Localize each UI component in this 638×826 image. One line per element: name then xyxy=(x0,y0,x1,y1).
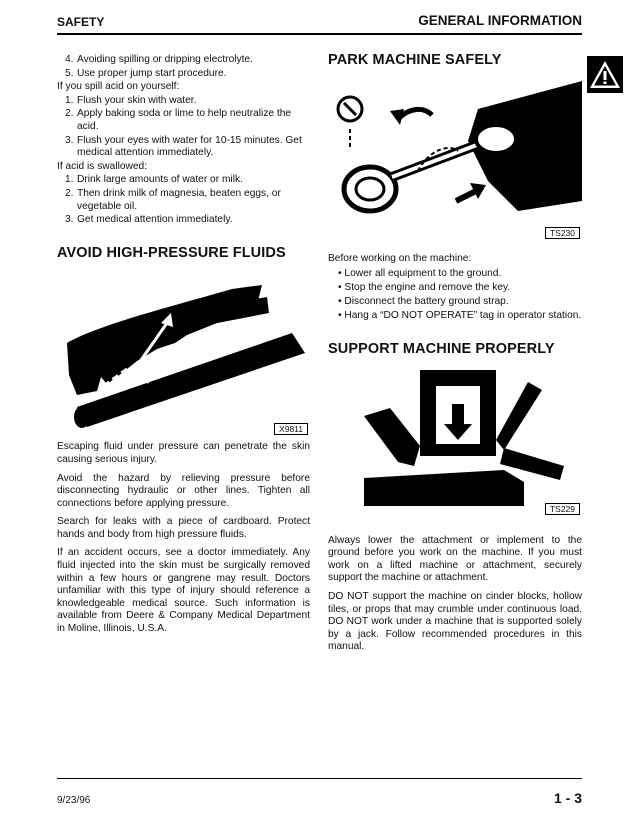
paragraph: Always lower the attachment or implement to the ground before you work on the machine. If you must work on a lifted machine or attachment, securely support the machine or attachment. xyxy=(328,534,582,584)
page-number: 1 - 3 xyxy=(553,790,582,806)
park-figure xyxy=(328,81,582,241)
right-column xyxy=(328,54,582,660)
high-pressure-figure xyxy=(57,265,310,435)
header-rule xyxy=(57,33,582,35)
figure-tag: X9811 xyxy=(274,423,308,435)
key-removal-illustration xyxy=(328,81,582,239)
section-title-support: SUPPORT MACHINE PROPERLY xyxy=(328,341,555,358)
list-item: 4. Avoiding spilling or dripping electrolyte. xyxy=(65,54,253,65)
footer-date: 9/23/96 xyxy=(57,795,91,806)
bullet-item: • Stop the engine and remove the key. xyxy=(338,282,511,294)
list-item: 3. Get medical attention immediately. xyxy=(65,214,233,226)
warning-triangle-icon xyxy=(587,56,623,93)
section-title-high-pressure: AVOID HIGH-PRESSURE FLUIDS xyxy=(57,244,286,261)
list-item: 3. Flush your eyes with water for 10-15 minutes. Get medical attention immediately. xyxy=(65,134,302,159)
paragraph: Search for leaks with a piece of cardboard. Protect hands and body from high pressure fluids. xyxy=(57,516,310,540)
hand-fluid-jet-illustration xyxy=(57,265,310,433)
list-item: 2. Then drink milk of magnesia, beaten eggs, or vegetable oil. xyxy=(65,187,281,212)
support-figure xyxy=(328,370,582,515)
park-intro: Before working on the machine: xyxy=(328,252,472,264)
section-title-park: PARK MACHINE SAFELY xyxy=(328,52,502,68)
left-column xyxy=(57,54,310,642)
paragraph: If an accident occurs, see a doctor immediately. Any fluid injected into the skin must be surgically removed within a few hours or gangrene may result. Doctors unfamiliar with this type of injury should reference a knowledgeable medical source. Such information is available from Deere & Company Medical Department in Moline, Illinois, U.S.A. xyxy=(57,547,310,635)
list-item: 5. Use proper jump start procedure. xyxy=(65,67,227,79)
header-chapter-title: GENERAL INFORMATION xyxy=(418,13,582,28)
list-item: 2. Apply baking soda or lime to help neutralize the acid. xyxy=(65,108,292,132)
safety-alert-tab xyxy=(587,56,623,93)
figure-tag: TS230 xyxy=(545,227,580,239)
figure-tag: TS229 xyxy=(545,503,580,515)
paragraph: DO NOT support the machine on cinder blocks, hollow tiles, or props that may crumble under continuous load. DO NOT work under a machine that is supported solely by a jack. Follow recommended procedures in this manual. xyxy=(328,591,582,653)
swallow-label: If acid is swallowed: xyxy=(57,160,148,172)
bullet-item: • Disconnect the battery ground strap. xyxy=(338,296,509,308)
paragraph: Avoid the hazard by relieving pressure before disconnecting hydraulic or other lines. Tighten all connections before applying pressure. xyxy=(57,472,310,509)
list-item: 1. Drink large amounts of water or milk. xyxy=(65,174,243,186)
spill-label: If you spill acid on yourself: xyxy=(57,81,180,93)
footer-rule xyxy=(57,778,582,779)
support-machine-illustration xyxy=(328,370,582,513)
bullet-item: • Lower all equipment to the ground. xyxy=(338,268,502,280)
list-item: 1. Flush your skin with water. xyxy=(65,94,197,106)
paragraph: Escaping fluid under pressure can penetrate the skin causing serious injury. xyxy=(57,441,310,465)
bullet-item: • Hang a “DO NOT OPERATE” tag in operator station. xyxy=(338,310,582,322)
header-section-label: SAFETY xyxy=(57,15,105,29)
